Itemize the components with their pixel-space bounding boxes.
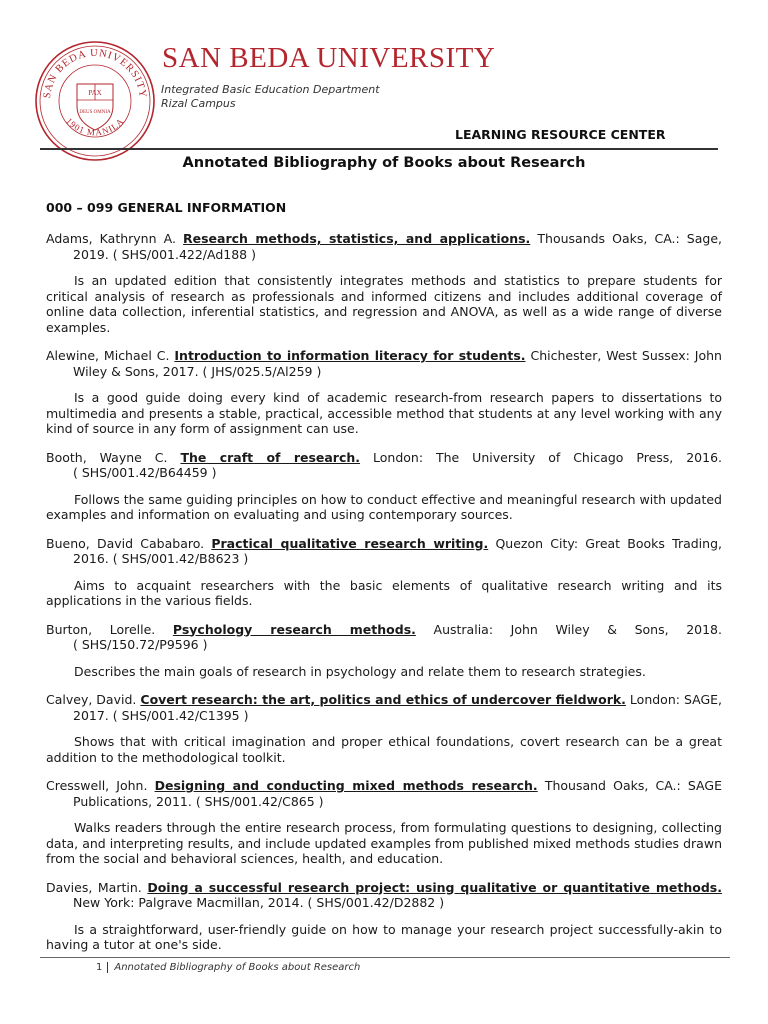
entry-annotation: Walks readers through the entire research process, from formulating questions to designing, collecting data, and interpreting results, and include updated examples from published mixed methods studies drawn from the social and behavioral sciences, health, and education. (46, 820, 722, 866)
entry-author: Alewine, Michael C. (46, 348, 170, 363)
department-block (161, 83, 380, 111)
citation (46, 536, 722, 567)
bibliography-entry (46, 450, 722, 523)
entry-call-number: ( SHS/001.42/C1395 ) (112, 707, 249, 723)
page-footer (40, 957, 730, 973)
department-name: Integrated Basic Education Department (161, 83, 380, 96)
entry-annotation: Follows the same guiding principles on how to conduct effective and meaningful research with updated examples and information on evaluating and using contemporary sources. (46, 491, 722, 522)
citation (46, 231, 722, 262)
entry-title: Designing and conducting mixed methods research. (154, 778, 538, 793)
bibliography-entry (46, 231, 722, 335)
bibliography-entry (46, 536, 722, 609)
entry-author: Booth, Wayne C. (46, 449, 168, 465)
entry-publication: London: The University of Chicago Press, 2016. (373, 449, 722, 465)
entry-publication: New York: Palgrave Macmillan, 2014. (73, 895, 304, 910)
section-heading: 000 – 099 GENERAL INFORMATION (46, 200, 287, 215)
entry-publication: Chichester, West Sussex: John Wiley & Sons, 2017. (73, 348, 722, 379)
document-title: Annotated Bibliography of Books about Research (182, 155, 586, 171)
bibliography-entry (46, 348, 722, 437)
page-number: 1 (96, 962, 108, 973)
seal-motto: DEUS OMNIA (79, 110, 111, 115)
seal-text-outer: SAN BEDA UNIVERSITY (41, 47, 149, 100)
seal-text-inner: PAX (88, 89, 102, 97)
entry-call-number: ( SHS/001.422/Ad188 ) (112, 246, 256, 262)
entry-author: Burton, Lorelle. (46, 621, 156, 637)
entry-publication: Quezon City: Great Books Trading, 2016. (73, 535, 722, 566)
entry-call-number: ( SHS/001.42/C865 ) (195, 793, 324, 809)
entry-title: Psychology research methods. (172, 621, 416, 637)
citation (46, 450, 722, 481)
entry-call-number: ( SHS/150.72/P9596 ) (73, 637, 208, 652)
entry-annotation: Is a good guide doing every kind of academic research-from research papers to dissertations to multimedia and presents a stable, practical, accessible method that students at any level working with any kind of source in any form of assignment can use. (46, 390, 722, 436)
entry-call-number: ( SHS/001.42/B64459 ) (73, 465, 217, 480)
header-divider (40, 148, 718, 150)
entry-title: The craft of research. (180, 449, 361, 465)
university-name: SAN BEDA UNIVERSITY (162, 42, 496, 74)
entry-title: Introduction to information literacy for students. (174, 348, 526, 363)
entry-annotation: Is an updated edition that consistently integrates methods and statistics to prepare students for critical analysis of research as professionals and informed citizens and includes additional coverage of online data collection, inferential statistics, and regression and ANOVA, as well as a wide range of diverse examples. (46, 273, 722, 335)
entry-publication: Thousands Oaks, CA.: Sage, 2019. (73, 231, 722, 262)
entry-annotation: Is a straightforward, user-friendly guide on how to manage your research project successfully-akin to having a tutor at one's side. (46, 921, 722, 952)
entry-title: Covert research: the art, politics and ethics of undercover fieldwork. (140, 692, 626, 707)
entry-publication: London: SAGE, 2017. (73, 692, 723, 723)
entry-annotation: Aims to acquaint researchers with the basic elements of qualitative research writing and its applications in the various fields. (46, 577, 722, 608)
citation (46, 622, 722, 653)
citation (46, 692, 722, 723)
citation (46, 778, 722, 809)
running-title: Annotated Bibliography of Books about Research (114, 962, 361, 973)
entry-author: Bueno, David Cababaro. (46, 535, 205, 551)
bibliography-entry (46, 692, 722, 765)
entry-publication: Australia: John Wiley & Sons, 2018. (433, 621, 722, 637)
entry-title: Practical qualitative research writing. (211, 535, 489, 551)
entry-annotation: Shows that with critical imagination and proper ethical foundations, covert research can be a great addition to the methodological toolkit. (46, 734, 722, 765)
bibliography-list (46, 231, 722, 966)
entry-author: Davies, Martin. (46, 879, 142, 895)
university-seal-icon (34, 40, 156, 162)
entry-author: Calvey, David. (46, 692, 137, 707)
office-name: LEARNING RESOURCE CENTER (455, 127, 666, 142)
seal-text-lower: 1901 MANILA (63, 115, 127, 138)
entry-title: Research methods, statistics, and applications. (183, 231, 531, 246)
entry-publication: Thousand Oaks, CA.: SAGE Publications, 2011. (73, 778, 722, 809)
campus-name: Rizal Campus (161, 97, 236, 110)
svg-text:1901 MANILA (64, 116, 126, 138)
entry-call-number: ( SHS/001.42/D2882 ) (307, 895, 445, 910)
entry-author: Adams, Kathrynn A. (46, 231, 176, 246)
citation (46, 348, 722, 379)
citation (46, 880, 722, 911)
bibliography-entry (46, 880, 722, 953)
bibliography-entry (46, 778, 722, 867)
entry-author: Cresswell, John. (46, 778, 148, 793)
entry-call-number: ( JHS/025.5/Al259 ) (202, 363, 322, 379)
footer-content (96, 962, 360, 973)
entry-annotation: Describes the main goals of research in psychology and relate them to research strategies. (74, 663, 646, 679)
entry-title: Doing a successful research project: using qualitative or quantitative methods. (147, 879, 722, 895)
entry-call-number: ( SHS/001.42/B8623 ) (112, 551, 249, 566)
bibliography-entry (46, 622, 722, 680)
